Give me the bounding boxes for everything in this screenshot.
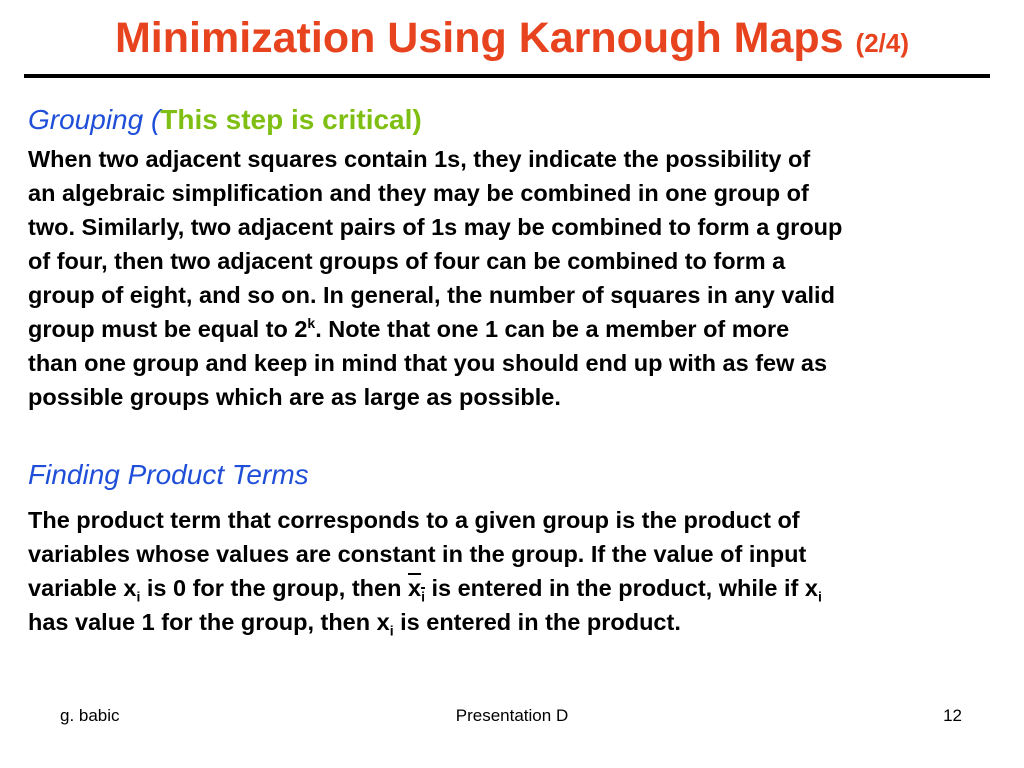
grouping-paragraph bbox=[28, 142, 842, 414]
product-terms-line: The product term that corresponds to a given group is the product of bbox=[28, 507, 800, 533]
grouping-open-paren: ( bbox=[150, 104, 161, 135]
footer-author: g. babic bbox=[60, 706, 120, 725]
grouping-line-text: . Note that one 1 can be a member of more bbox=[315, 316, 790, 342]
grouping-heading bbox=[28, 104, 422, 136]
grouping-line bbox=[28, 312, 842, 346]
subscript-i: i bbox=[389, 622, 394, 639]
subscript-i: i bbox=[421, 588, 425, 605]
footer-presentation: Presentation D bbox=[455, 706, 569, 725]
grouping-line: than one group and keep in mind that you should end up with as few as bbox=[28, 350, 828, 376]
subscript-i: i bbox=[136, 588, 141, 605]
product-terms-paragraph bbox=[28, 503, 822, 639]
title-divider bbox=[24, 74, 990, 78]
product-terms-heading-text: Finding Product Terms bbox=[28, 459, 309, 490]
product-terms-text: variable x bbox=[28, 575, 137, 601]
product-terms-line bbox=[28, 605, 822, 639]
grouping-line: possible groups which are as large as possible. bbox=[28, 384, 561, 410]
slide-title bbox=[0, 12, 1024, 69]
product-terms-line: variables whose values are constant in the group. If the value of input bbox=[28, 541, 807, 567]
grouping-line: two. Similarly, two adjacent pairs of 1s may be combined to form a group bbox=[28, 214, 843, 240]
product-terms-text: is entered in the product, while if x bbox=[424, 575, 818, 601]
grouping-heading-text: Grouping bbox=[28, 104, 144, 135]
grouping-line: an algebraic simplification and they may be combined in one group of bbox=[28, 180, 809, 206]
subscript-i: i bbox=[817, 588, 822, 605]
grouping-line: of four, then two adjacent groups of four can be combined to form a bbox=[28, 248, 786, 274]
exponent-k: k bbox=[307, 315, 316, 332]
complemented-variable-x: x bbox=[407, 575, 422, 601]
product-terms-text: is 0 for the group, then bbox=[140, 575, 408, 601]
footer-page-number: 12 bbox=[943, 706, 962, 725]
grouping-line: When two adjacent squares contain 1s, they indicate the possibility of bbox=[28, 146, 811, 172]
product-terms-line bbox=[28, 571, 822, 605]
slide-title-part: (2/4) bbox=[855, 28, 910, 58]
grouping-line-text: group must be equal to 2 bbox=[28, 316, 308, 342]
slide-title-text: Minimization Using Karnough Maps bbox=[114, 14, 844, 62]
product-terms-heading bbox=[28, 459, 309, 491]
complemented-variable bbox=[407, 575, 425, 605]
product-terms-text: is entered in the product. bbox=[393, 609, 681, 635]
product-terms-text: has value 1 for the group, then x bbox=[28, 609, 390, 635]
grouping-line: group of eight, and so on. In general, the number of squares in any valid bbox=[28, 282, 835, 308]
grouping-critical-note: This step is critical) bbox=[160, 104, 422, 135]
